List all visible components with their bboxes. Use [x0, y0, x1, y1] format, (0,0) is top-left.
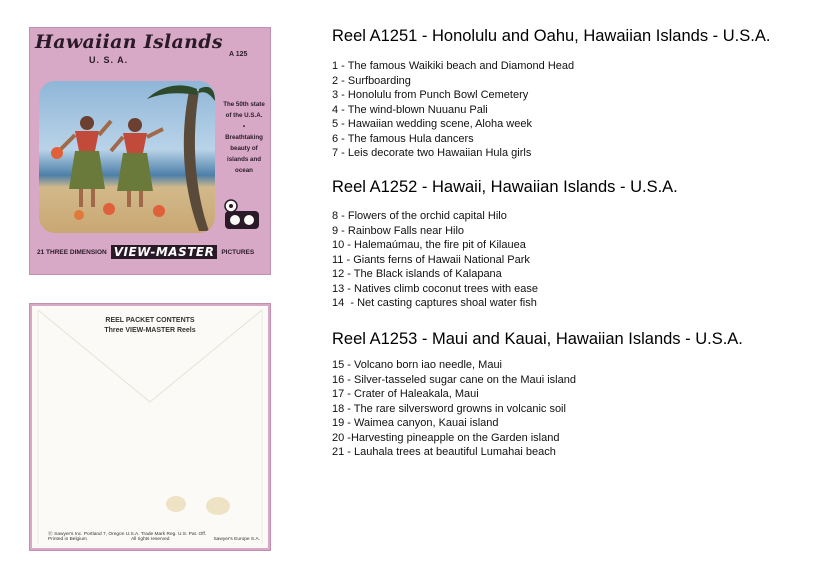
hula-dancers-photo — [39, 81, 215, 233]
side-line: beauty of — [230, 145, 258, 152]
list-item: 21 - Lauhala trees at beautiful Lumahai beach — [332, 446, 556, 458]
packet-back — [29, 303, 271, 551]
beach-scene-image — [39, 81, 215, 233]
reel-2-heading: Reel A1252 - Hawaii, Hawaiian Islands - U.S.A. — [332, 178, 678, 196]
reel-3-heading: Reel A1253 - Maui and Kauai, Hawaiian Islands - U.S.A. — [332, 330, 743, 348]
back-header-line1: REEL PACKET CONTENTS — [105, 317, 195, 324]
list-item: 1 - The famous Waikiki beach and Diamond Head — [332, 60, 575, 72]
bottom-right-text: PICTURES — [221, 248, 255, 256]
back-footer-left: Printed in Belgium — [48, 537, 87, 542]
list-item: 17 - Crater of Haleakala, Maui — [332, 388, 479, 400]
list-item: 8 - Flowers of the orchid capital Hilo — [332, 210, 507, 222]
list-item: 5 - Hawaiian wedding scene, Aloha week — [332, 118, 532, 130]
list-item: 4 - The wind-blown Nuuanu Pali — [332, 103, 488, 116]
list-item: 6 - The famous Hula dancers — [332, 132, 474, 145]
envelope-fold-lines — [32, 306, 268, 548]
list-item: 19 - Waimea canyon, Kauai island — [332, 417, 499, 429]
packet-title: Hawaiian Islands — [35, 31, 223, 53]
reel-1-heading: Reel A1251 - Honolulu and Oahu, Hawaiian Islands - U.S.A. — [332, 27, 771, 45]
viewmaster-icon — [219, 199, 263, 233]
list-item: 10 - Halemaúmau, the fire pit of Kilauea — [332, 239, 526, 251]
back-header-line2: Three VIEW-MASTER Reels — [104, 327, 196, 334]
viewmaster-logo: VIEW-MASTER — [111, 245, 218, 259]
packet-front — [29, 27, 271, 275]
packet-code: A 125 — [229, 51, 248, 58]
list-item: 14 - Net casting captures shoal water fish — [332, 297, 537, 309]
side-line: The 50th state — [223, 101, 265, 108]
back-footer-right: Sawyer's Europe S.A. — [213, 537, 260, 542]
packet-bottom-line — [37, 245, 267, 259]
list-item: 16 - Silver-tasseled sugar cane on the Maui island — [332, 373, 576, 386]
packet-side-text — [217, 99, 271, 176]
reel-2-list — [332, 209, 538, 311]
reel-3-list — [332, 358, 576, 460]
list-item: 18 - The rare silversword growns in volcanic soil — [332, 402, 566, 415]
list-item: 13 - Natives climb coconut trees with ease — [332, 282, 539, 295]
packet-subtitle: U. S. A. — [89, 55, 129, 65]
side-line: • — [242, 123, 246, 130]
list-item: 2 - Surfboarding — [332, 74, 411, 87]
list-item: 12 - The Black islands of Kalapana — [332, 268, 502, 280]
back-footer-center: All rights reserved — [131, 537, 170, 542]
packet-back-panel — [32, 306, 268, 548]
side-line: ocean — [235, 167, 253, 174]
list-item: 7 - Leis decorate two Hawaiian Hula girls — [332, 147, 532, 159]
reel-1-list — [332, 59, 574, 161]
packet-back-header — [32, 316, 268, 336]
side-line: Breathtaking — [225, 134, 263, 141]
side-line: of the U.S.A. — [225, 112, 263, 119]
list-item: 15 - Volcano born iao needle, Maui — [332, 359, 503, 371]
back-footer-trademark: Ⓡ Sawyer's Inc. Portland 7, Oregon U.S.A. Trade Mark Reg. U.S. Pat. Off. — [48, 532, 207, 537]
bottom-left-text: 21 THREE DIMENSION — [37, 248, 107, 256]
list-item: 9 - Rainbow Falls near Hilo — [332, 224, 465, 237]
list-item: 3 - Honolulu from Punch Bowl Cemetery — [332, 89, 529, 101]
list-item: 20 -Harvesting pineapple on the Garden island — [332, 431, 560, 444]
list-item: 11 - Giants ferns of Hawaii National Park — [332, 253, 530, 266]
side-line: islands and — [226, 156, 262, 163]
back-footer-line2 — [48, 537, 260, 542]
